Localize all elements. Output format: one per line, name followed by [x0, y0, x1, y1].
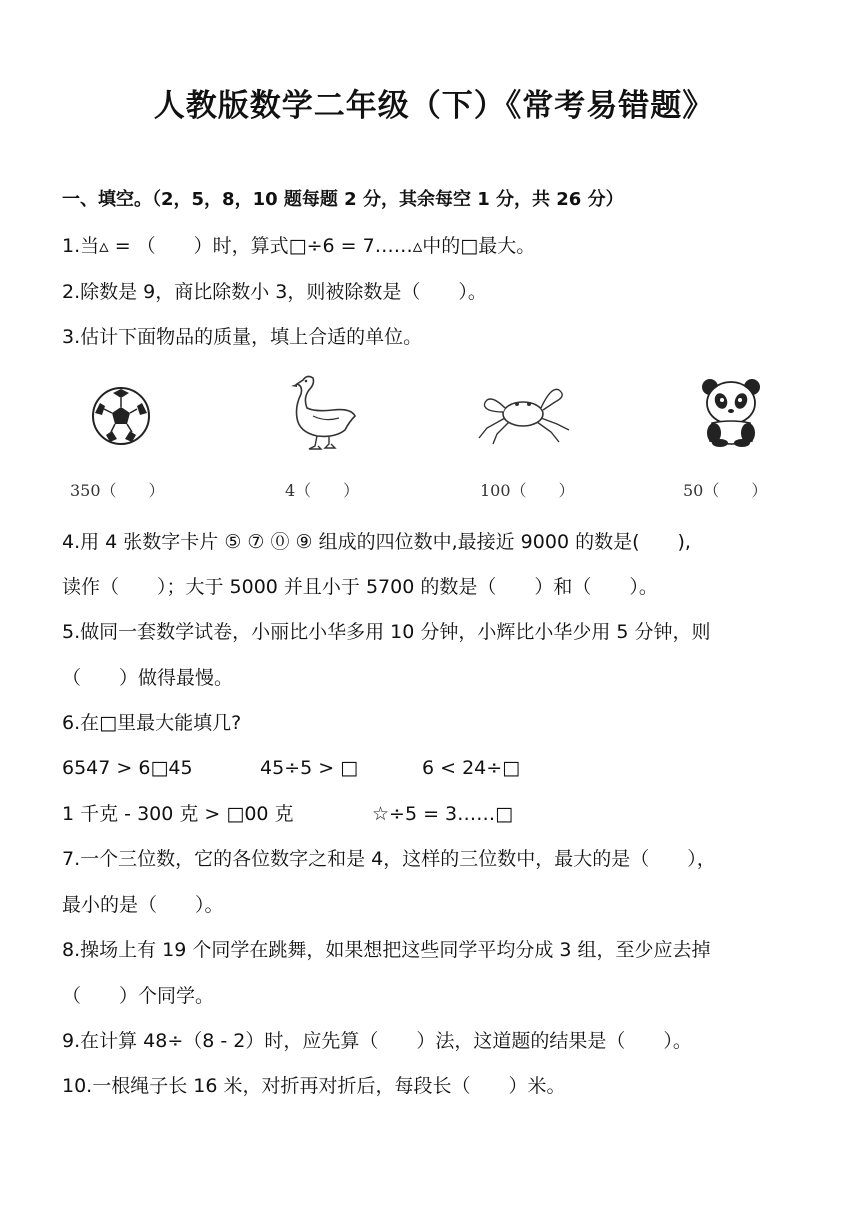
question-4-line-2: 读作（ ）；大于 5000 并且小于 5700 的数是（ ）和（ ）。: [62, 576, 658, 598]
question-10: 10.一根绳子长 16 米，对折再对折后，每段长（ ）米。: [62, 1075, 566, 1097]
q6-item: ☆÷5 = 3……□: [372, 803, 514, 825]
question-7-line-1: 7.一个三位数，它的各位数字之和是 4，这样的三位数中，最大的是（ ），: [62, 848, 716, 870]
q6-item: 6547 > 6□45: [62, 757, 193, 779]
question-3: 3.估计下面物品的质量，填上合适的单位。: [62, 326, 423, 348]
question-1: 1.当▵ = （ ）时，算式□÷6 = 7……▵中的□最大。: [62, 235, 536, 257]
page-title: 人教版数学二年级（下）《常考易错题》: [153, 88, 715, 124]
question-6-row-2: [62, 802, 822, 826]
question-6: 6.在□里最大能填几?: [62, 712, 242, 734]
question-8-line-2: （ ）个同学。: [62, 985, 215, 1007]
q6-item: 45÷5 > □: [260, 757, 359, 779]
panda-icon: [700, 375, 762, 447]
q6-item: 1 千克 - 300 克 > □00 克: [62, 803, 294, 825]
question-5-line-2: （ ）做得最慢。: [62, 667, 234, 689]
section-heading: 一、填空。（2，5，8，10 题每题 2 分，其余每空 1 分，共 26 分）: [62, 189, 624, 210]
q3-label-goose: 4（ ）: [285, 481, 360, 500]
crab-icon: [473, 378, 573, 448]
q3-label-ball: 350（ ）: [70, 481, 165, 500]
q3-label-crab: 100（ ）: [480, 481, 575, 500]
question-9: 9.在计算 48÷（8 - 2）时，应先算（ ）法，这道题的结果是（ ）。: [62, 1030, 692, 1052]
goose-icon: [285, 372, 360, 452]
q3-label-panda: 50（ ）: [683, 481, 768, 500]
question-6-row-1: [62, 756, 822, 780]
question-5-line-1: 5.做同一套数学试卷，小丽比小华多用 10 分钟，小辉比小华少用 5 分钟，则: [62, 621, 711, 643]
soccer-ball-icon: [90, 385, 152, 447]
question-8-line-1: 8.操场上有 19 个同学在跳舞，如果想把这些同学平均分成 3 组，至少应去掉: [62, 939, 711, 961]
question-7-line-2: 最小的是（ ）。: [62, 894, 224, 916]
q6-item: 6 < 24÷□: [422, 757, 521, 779]
question-2: 2.除数是 9，商比除数小 3，则被除数是（ ）。: [62, 281, 487, 303]
question-4-line-1: 4.用 4 张数字卡片 ⑤ ⑦ ⓪ ⑨ 组成的四位数中,最接近 9000 的数是( ),: [62, 531, 691, 553]
